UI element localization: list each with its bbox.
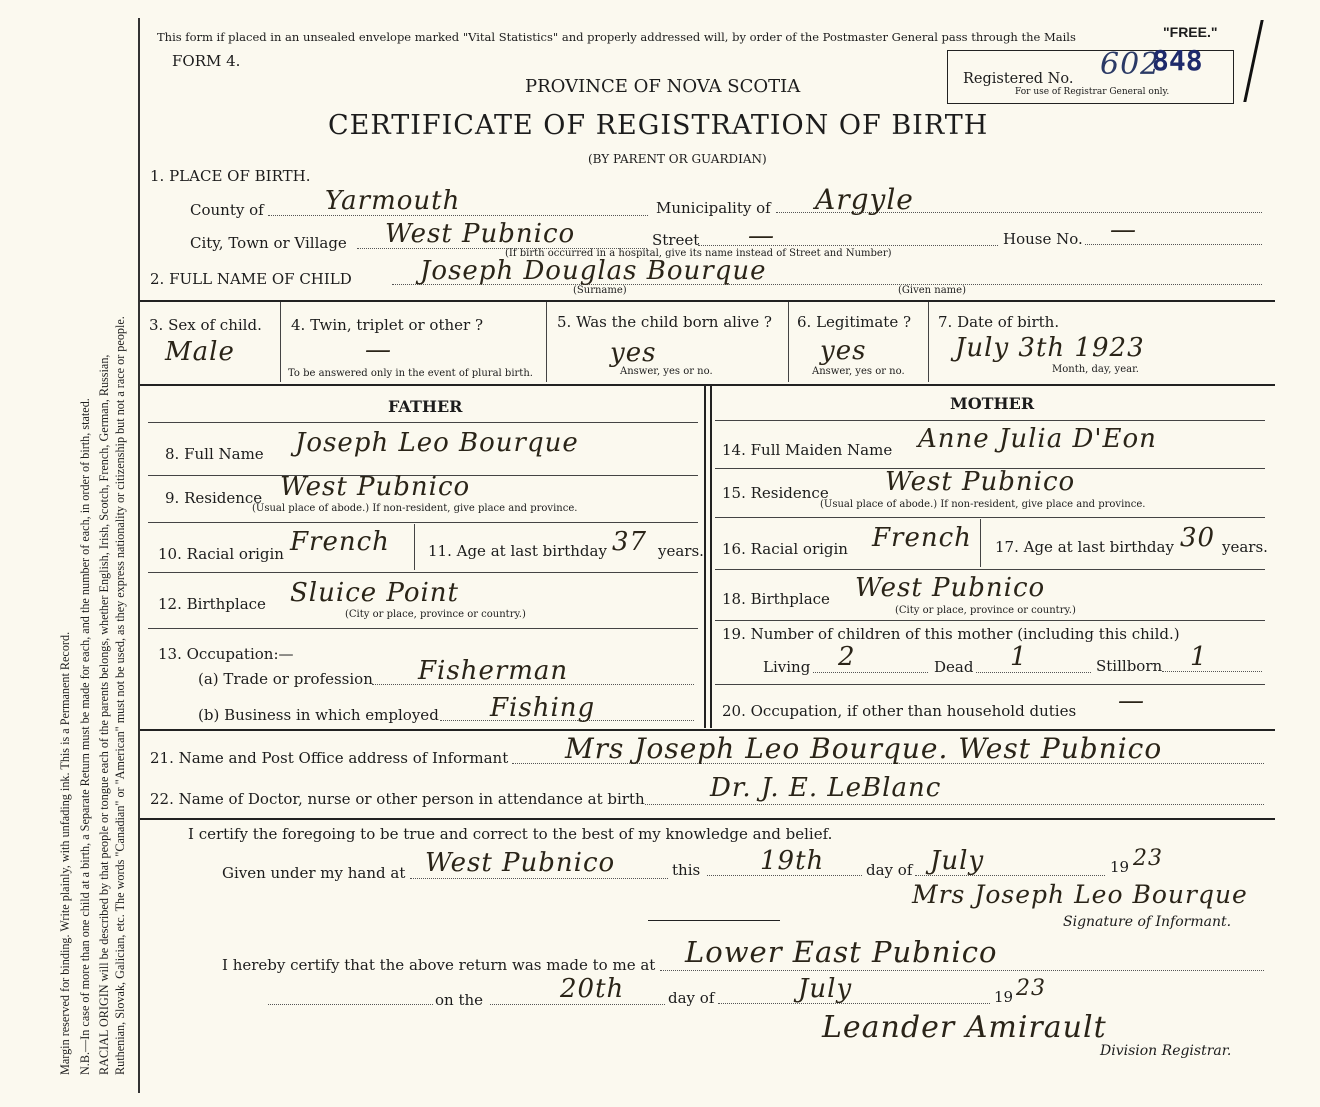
doctor-line: [645, 804, 1264, 805]
registered-number-handwritten: 602: [1100, 47, 1161, 82]
stillborn-line: [1162, 671, 1262, 672]
free-label: "FREE.": [1163, 24, 1218, 40]
mother-name-label: 14. Full Maiden Name: [722, 441, 893, 459]
street-label: Street: [652, 231, 700, 249]
separator-short: [648, 920, 780, 921]
informant-value: Mrs Joseph Leo Bourque. West Pubnico: [565, 732, 1163, 765]
mother-age-years: years.: [1222, 538, 1268, 556]
legitimate-value: yes: [820, 336, 867, 366]
margin-note-2: N.B.—In case of more than one child at a birth, a Separate Return must be made for each, and the number of each, in order of birth, stated.: [78, 398, 92, 1075]
father-rule-3: [148, 522, 698, 523]
certify-month-value: July: [930, 846, 985, 876]
box-divider-4: [928, 302, 929, 382]
county-value: Yarmouth: [325, 186, 461, 216]
sex-label: 3. Sex of child.: [149, 316, 262, 334]
registrar-signature-label: Division Registrar.: [1100, 1043, 1232, 1059]
box-divider-1: [280, 302, 281, 382]
hospital-note: (If birth occurred in a hospital, give its name instead of Street and Number): [505, 248, 892, 259]
street-value: —: [748, 221, 775, 251]
father-occupation-label: 13. Occupation:—: [158, 645, 294, 663]
alive-value: yes: [610, 338, 657, 368]
date-of-birth-value: July 3th 1923: [955, 333, 1145, 363]
margin-note-4: Ruthenian, Slovak, Galician, etc. The words "Canadian" or "American" must not be used, as they express nationality or citizenship but not a race or people.: [113, 316, 127, 1075]
registrar-year-value: 23: [1016, 976, 1046, 1001]
mother-residence-label: 15. Residence: [722, 484, 829, 502]
registrar-month-value: July: [798, 974, 853, 1004]
stillborn-label: Stillborn: [1096, 657, 1163, 675]
sex-value: Male: [165, 337, 235, 367]
child-name-label: 2. FULL NAME OF CHILD: [150, 270, 352, 288]
postal-notice: This form if placed in an unsealed envelope marked "Vital Statistics" and properly addressed will, by order of the Postmaster General pass through the Mails: [157, 30, 1076, 44]
child-name-value: Joseph Douglas Bourque: [420, 256, 767, 286]
dead-line: [976, 672, 1091, 673]
binding-margin-line: [138, 18, 140, 1093]
mother-rule-6: [715, 684, 1265, 685]
registrar-signature: Leander Amirault: [822, 1010, 1107, 1045]
father-rule-5: [148, 628, 698, 629]
father-name-label: 8. Full Name: [165, 445, 264, 463]
father-residence-note: (Usual place of abode.) If non-resident, give place and province.: [252, 503, 578, 514]
dead-label: Dead: [934, 658, 974, 676]
box-divider-2: [546, 302, 547, 382]
divider-top: [140, 300, 1275, 302]
municipality-label: Municipality of: [656, 199, 771, 217]
street-line: [698, 245, 998, 246]
living-label: Living: [763, 658, 811, 676]
registrar-note: For use of Registrar General only.: [1015, 87, 1170, 97]
father-residence-value: West Pubnico: [280, 472, 471, 502]
informant-signature: Mrs Joseph Leo Bourque: [912, 880, 1248, 909]
mother-occupation-value: —: [1118, 686, 1145, 716]
father-residence-label: 9. Residence: [165, 489, 263, 507]
twin-value: —: [365, 335, 392, 365]
registered-label: Registered No.: [963, 71, 1074, 87]
mother-rule-4: [715, 569, 1265, 570]
mother-birthplace-label: 18. Birthplace: [722, 590, 830, 608]
twin-note: To be answered only in the event of plural birth.: [288, 368, 533, 379]
province-heading: PROVINCE OF NOVA SCOTIA: [525, 76, 801, 97]
mother-children-label: 19. Number of children of this mother (including this child.): [722, 625, 1180, 643]
mother-age-label: 17. Age at last birthday: [995, 538, 1174, 556]
certify-day-of-label: day of: [866, 861, 913, 879]
father-business-label: (b) Business in which employed: [198, 706, 439, 724]
parents-divider-left: [704, 386, 706, 728]
registrar-day-of-label: day of: [668, 989, 715, 1007]
registrar-place-value: Lower East Pubnico: [685, 935, 998, 969]
registrar-year-prefix: 19: [994, 988, 1014, 1006]
given-name-note: (Given name): [898, 285, 966, 296]
father-age-value: 37: [612, 527, 648, 557]
page-title: CERTIFICATE OF REGISTRATION OF BIRTH: [328, 110, 989, 141]
mother-occupation-label: 20. Occupation, if other than household duties: [722, 702, 1077, 720]
father-age-label: 11. Age at last birthday: [428, 542, 607, 560]
father-trade-label: (a) Trade or profession: [198, 670, 373, 688]
legitimate-label: 6. Legitimate ?: [797, 313, 912, 331]
registrar-on-the-label: on the: [435, 991, 484, 1009]
divider-parents: [140, 384, 1275, 386]
city-value: West Pubnico: [385, 219, 576, 249]
certify-this-label: this: [672, 861, 701, 879]
given-place-value: West Pubnico: [425, 848, 616, 878]
certify-text: I certify the foregoing to be true and correct to the best of my knowledge and belief.: [188, 825, 833, 843]
living-value: 2: [838, 642, 856, 672]
certify-year-prefix: 19: [1110, 858, 1130, 876]
father-heading: FATHER: [388, 397, 463, 416]
father-rule-4: [148, 572, 698, 573]
dead-value: 1: [1010, 642, 1028, 672]
twin-label: 4. Twin, triplet or other ?: [291, 316, 483, 334]
divider-certify: [140, 818, 1275, 820]
mother-rule-5: [715, 620, 1265, 621]
surname-note: (Surname): [573, 285, 627, 296]
form-number: FORM 4.: [172, 52, 241, 70]
city-label: City, Town or Village: [190, 234, 347, 252]
page-subtitle: (BY PARENT OR GUARDIAN): [588, 152, 767, 166]
margin-note-3: RACIAL ORIGIN will be described by that people or tongue each of the parents belongs, whether English, Irish, Scotch, French, German, Russian,: [97, 354, 111, 1075]
father-birthplace-value: Sluice Point: [290, 578, 460, 608]
place-of-birth-heading: 1. PLACE OF BIRTH.: [150, 167, 311, 185]
date-of-birth-note: Month, day, year.: [1052, 364, 1139, 375]
registrar-month-line: [718, 1003, 990, 1004]
father-age-years: years.: [658, 542, 704, 560]
mother-birthplace-note: (City or place, province or country.): [895, 605, 1076, 616]
father-age-divider: [414, 524, 415, 570]
certify-year-value: 23: [1133, 846, 1163, 871]
municipality-value: Argyle: [815, 183, 914, 216]
living-line: [813, 672, 928, 673]
mother-birthplace-value: West Pubnico: [855, 573, 1046, 603]
mother-rule-1: [715, 420, 1265, 421]
registrar-lead-line: [268, 1004, 433, 1005]
mother-heading: MOTHER: [950, 394, 1035, 413]
father-name-value: Joseph Leo Bourque: [295, 428, 579, 458]
father-birthplace-note: (City or place, province or country.): [345, 609, 526, 620]
county-label: County of: [190, 201, 264, 219]
mother-racial-label: 16. Racial origin: [722, 540, 848, 558]
registered-number-stamp: 848: [1152, 44, 1203, 77]
alive-note: Answer, yes or no.: [620, 366, 713, 377]
doctor-value: Dr. J. E. LeBlanc: [710, 773, 942, 803]
certify-day-value: 19th: [760, 846, 825, 876]
alive-label: 5. Was the child born alive ?: [557, 313, 772, 331]
mother-residence-note: (Usual place of abode.) If non-resident, give place and province.: [820, 499, 1146, 510]
date-of-birth-label: 7. Date of birth.: [938, 313, 1060, 331]
informant-label: 21. Name and Post Office address of Informant: [150, 749, 509, 767]
given-place-line: [410, 878, 668, 879]
house-no-label: House No.: [1003, 230, 1083, 248]
mother-age-divider: [980, 519, 981, 567]
father-racial-label: 10. Racial origin: [158, 545, 284, 563]
father-business-value: Fishing: [490, 693, 596, 723]
divider-informant: [140, 729, 1275, 731]
parents-divider-right: [710, 386, 712, 728]
father-birthplace-label: 12. Birthplace: [158, 595, 266, 613]
father-rule-1: [148, 422, 698, 423]
informant-signature-label: Signature of Informant.: [1063, 914, 1232, 930]
registrar-place-line: [660, 970, 1264, 971]
registrar-day-value: 20th: [560, 974, 625, 1004]
box-divider-3: [788, 302, 789, 382]
father-racial-value: French: [290, 527, 390, 557]
mother-rule-3: [715, 517, 1265, 518]
doctor-label: 22. Name of Doctor, nurse or other person in attendance at birth: [150, 790, 645, 808]
mother-racial-value: French: [872, 523, 972, 553]
legitimate-note: Answer, yes or no.: [812, 366, 905, 377]
father-trade-value: Fisherman: [418, 656, 569, 686]
house-no-value: —: [1110, 215, 1137, 245]
mother-age-value: 30: [1180, 523, 1216, 553]
given-under-label: Given under my hand at: [222, 864, 406, 882]
registrar-text: I hereby certify that the above return was made to me at: [222, 956, 656, 974]
registrar-day-line: [490, 1004, 665, 1005]
margin-note-1: Margin reserved for binding. Write plainly, with unfading ink. This is a Permanent Record.: [58, 631, 72, 1075]
stillborn-value: 1: [1190, 642, 1208, 672]
mother-name-value: Anne Julia D'Eon: [918, 424, 1157, 454]
mother-residence-value: West Pubnico: [885, 467, 1076, 497]
